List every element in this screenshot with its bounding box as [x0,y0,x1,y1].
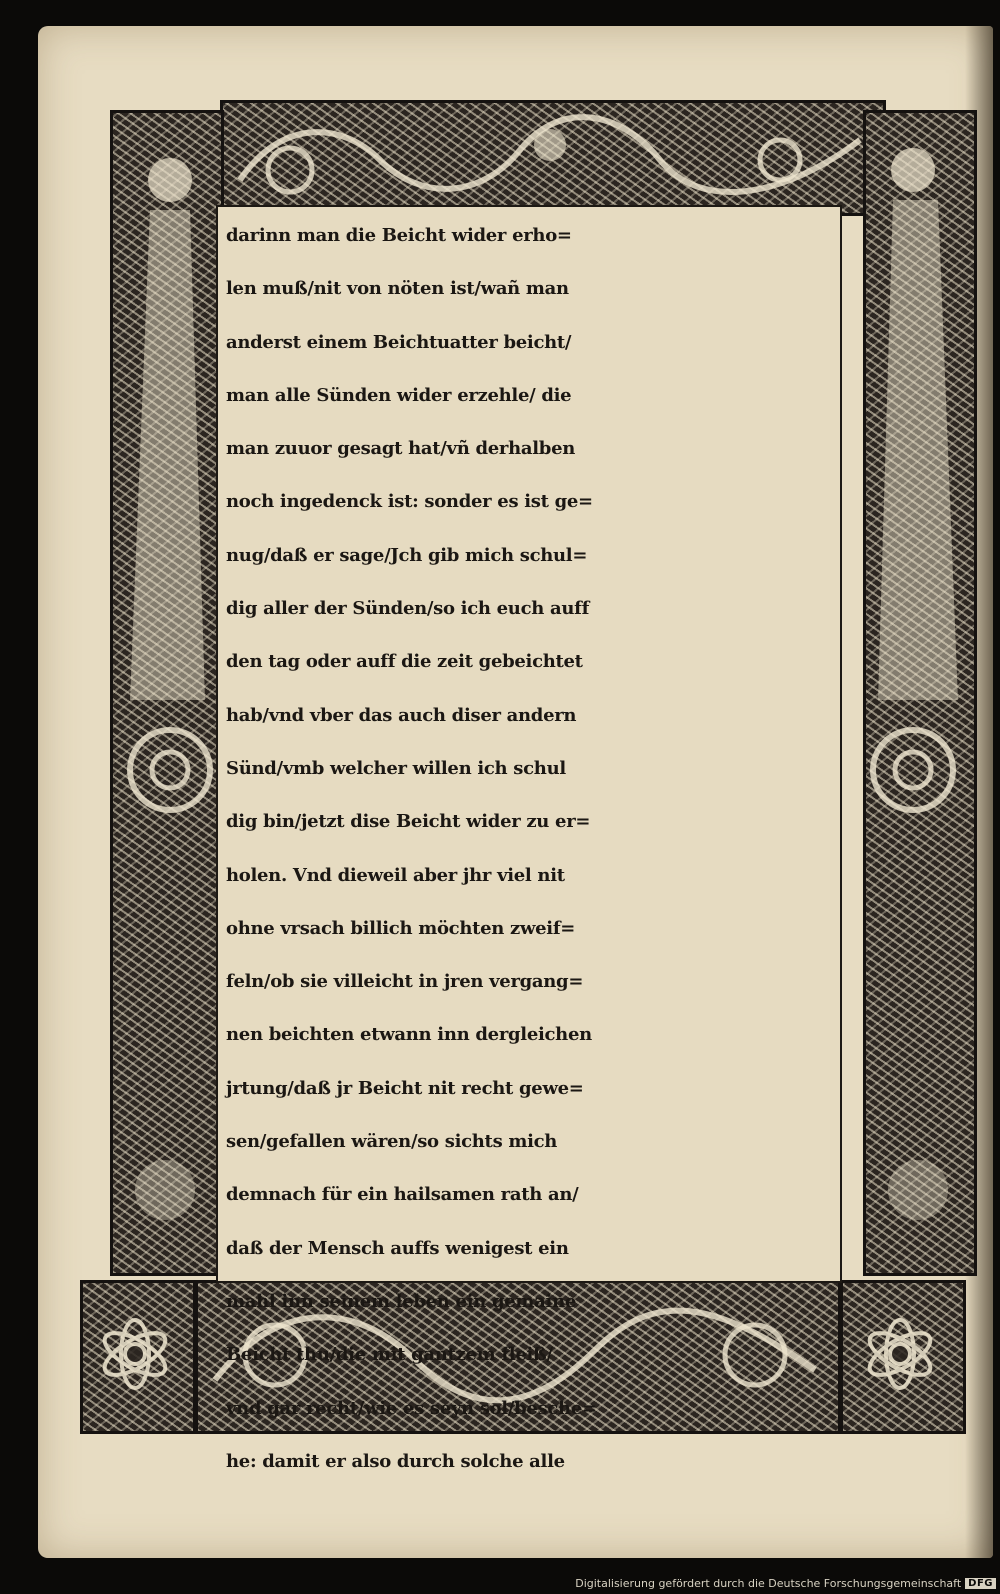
text-line: noch ingedenck ist: sonder es ist ge= [226,491,593,513]
text-line: man zuuor gesagt hat/vñ derhalben [226,438,576,460]
text-line: sen/gefallen wären/so sichts mich [226,1131,558,1153]
text-line: den tag oder auff die zeit gebeichtet [226,651,583,673]
spiral-ornament-icon [110,710,218,1270]
text-lines [226,209,836,1488]
credit-text: Digitalisierung gefördert durch die Deutsche Forschungsgemeinschaft [575,1577,962,1590]
text-line: feln/ob sie villeicht in jren vergang= [226,971,584,993]
text-line: daß der Mensch auffs wenigest ein [226,1237,569,1259]
flower-icon [80,1280,190,1428]
text-line: he: damit er also durch solche alle [226,1450,565,1472]
text-line: darinn man die Beicht wider erho= [226,225,572,246]
text-line: len muß/nit von nöten ist/wañ man [226,278,569,300]
text-line: demnach für ein hailsamen rath an/ [226,1184,579,1206]
text-block [218,207,840,1472]
text-line: nen beichten etwann inn dergleichen [226,1024,592,1046]
woman-figure-icon [110,110,218,710]
text-line: mahl inn seinem leben ein gemaine [226,1290,577,1312]
text-line: dig aller der Sünden/so ich euch auff [226,598,590,620]
text-line: Sünd/vmb welcher willen ich schul [226,757,566,779]
text-line: ohne vrsach billich möchten zweif= [226,917,576,939]
text-line: vnd gar recht/wie es seyn sol/besche= [226,1397,597,1419]
text-line: nug/daß er sage/Jch gib mich schul= [226,544,588,566]
text-line: man alle Sünden wider erzehle/ die [226,384,572,406]
woman-figure-icon [863,110,971,710]
spiral-ornament-icon [863,710,971,1270]
dfg-logo: DFG [965,1578,996,1589]
text-line: hab/vnd vber das auch diser andern [226,704,577,726]
text-line: dig bin/jetzt dise Beicht wider zu er= [226,811,591,833]
text-line: anderst einem Beichtuatter beicht/ [226,331,572,353]
flower-icon [840,1280,960,1428]
text-line: holen. Vnd dieweil aber jhr viel nit [226,864,565,886]
digitization-credit [575,1577,996,1590]
text-line: Beicht thu/die mit gantzem fleiß/ [226,1344,553,1366]
text-line: jrtung/daß jr Beicht nit recht gewe= [226,1077,584,1099]
scroll-ornament-icon [220,100,880,210]
